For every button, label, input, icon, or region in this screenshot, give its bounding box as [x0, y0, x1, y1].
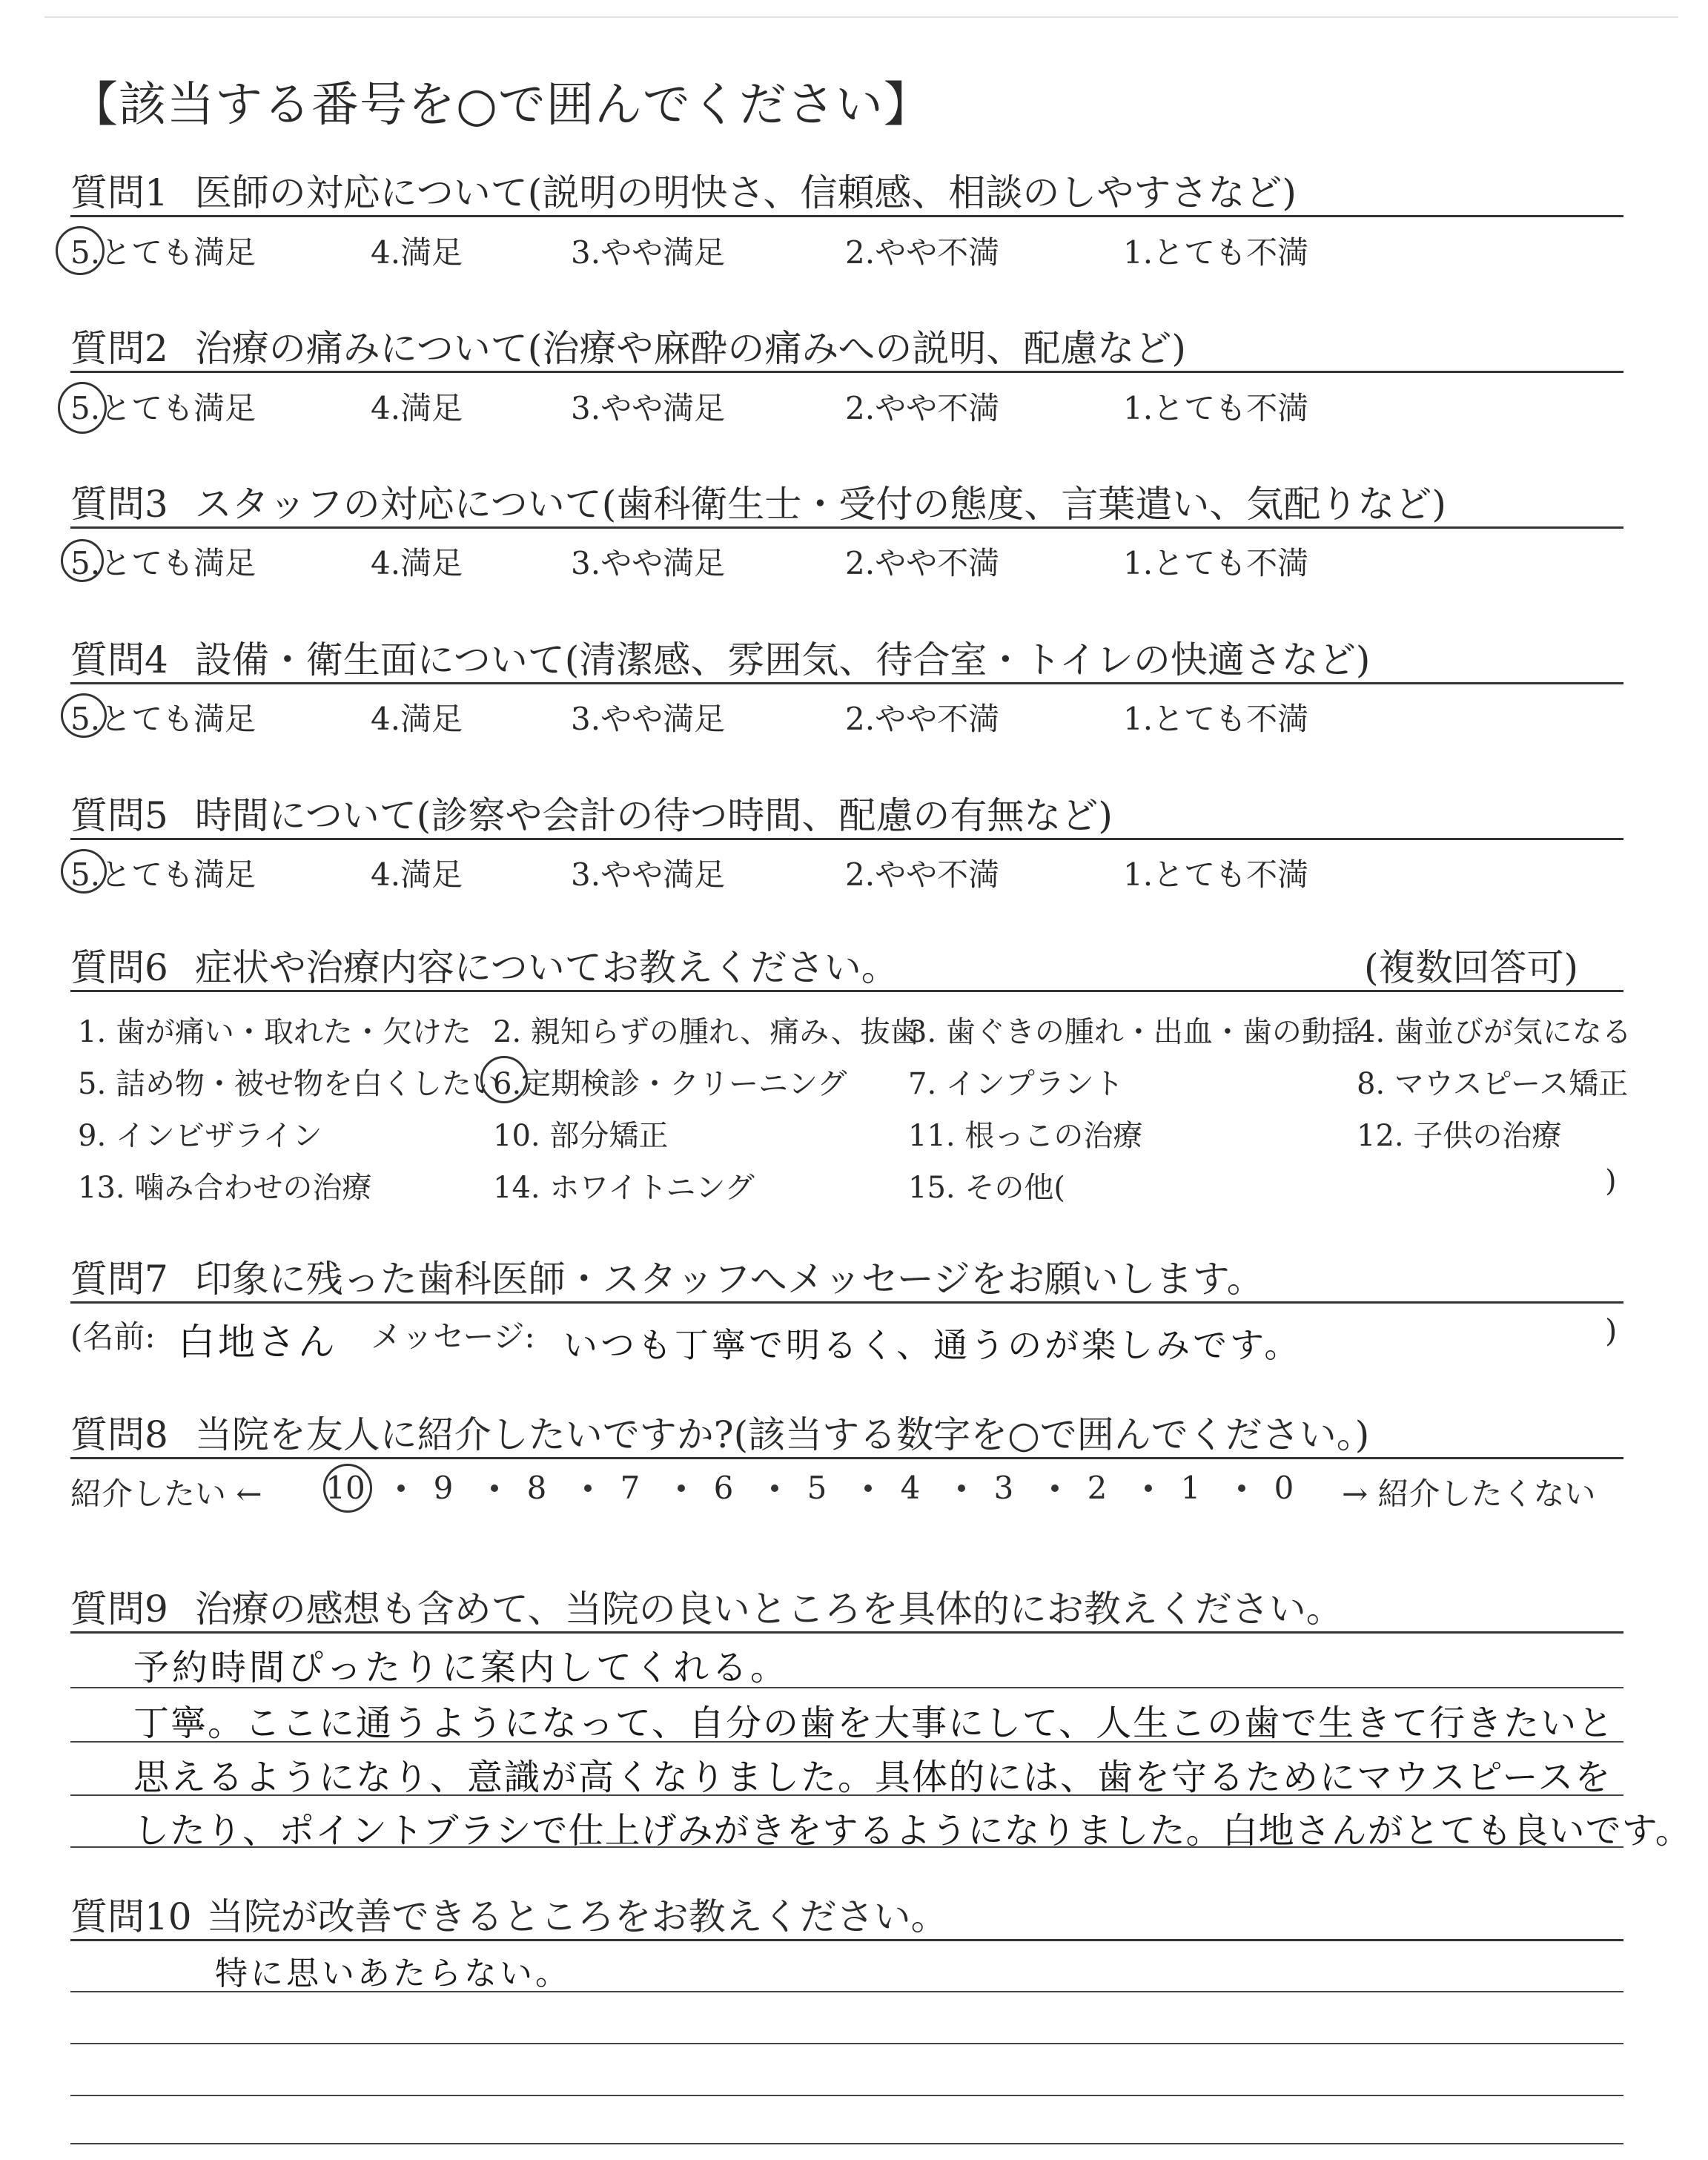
question-5-text: 時間について(診察や会計の待つ時間、配慮の有無など) — [194, 794, 1113, 837]
question-6-number: 質問6 — [70, 946, 168, 989]
question-5-rule — [70, 838, 1623, 840]
scale-dot — [958, 1484, 965, 1492]
question-6-option-13[interactable]: 13. 噛み合わせの治療 — [78, 1171, 372, 1205]
answer-rule — [70, 2095, 1623, 2096]
question-1-rule — [70, 215, 1623, 217]
question-4-option-2[interactable]: 2.やや不満 — [845, 701, 1000, 737]
scale-2[interactable]: 2 — [1087, 1470, 1108, 1506]
question-1-title — [70, 163, 1297, 217]
question-5-option-1[interactable]: 1.とても不満 — [1123, 856, 1309, 893]
question-4-option-1[interactable]: 1.とても不満 — [1123, 701, 1309, 737]
question-4-title — [70, 630, 1370, 684]
scale-dot — [1238, 1484, 1245, 1492]
question-2-option-1[interactable]: 1.とても不満 — [1123, 390, 1309, 426]
answer-rule — [70, 2143, 1623, 2144]
message-value[interactable]: いつも丁寧で明るく、通うのが楽しみです。 — [563, 1325, 1302, 1365]
scale-dot — [397, 1484, 405, 1492]
question-5-option-4[interactable]: 4.満足 — [371, 856, 463, 893]
answer-rule — [70, 1687, 1623, 1688]
question-6-rule — [70, 990, 1623, 992]
question-1-text: 医師の対応について(説明の明快さ、信頼感、相談のしやすさなど) — [194, 171, 1297, 214]
question-3-title — [70, 475, 1446, 528]
question-2-title — [70, 319, 1186, 372]
question-3-option-5[interactable]: 5.とても満足 — [70, 545, 256, 581]
question-2-text: 治療の痛みについて(治療や麻酔の痛みへの説明、配慮など) — [194, 327, 1186, 370]
question-6-option-9[interactable]: 9. インビザライン — [78, 1119, 322, 1153]
question-6-option-7[interactable]: 7. インプラント — [908, 1067, 1124, 1101]
question-7-number: 質問7 — [70, 1258, 168, 1301]
scale-7[interactable]: 7 — [620, 1470, 640, 1506]
scale-5[interactable]: 5 — [807, 1470, 827, 1506]
scale-4[interactable]: 4 — [900, 1470, 921, 1506]
scale-9[interactable]: 9 — [433, 1470, 454, 1506]
page-header: 【該当する番号を○で囲んでください】 — [70, 78, 932, 133]
scale-0[interactable]: 0 — [1274, 1470, 1294, 1506]
answer-line-1[interactable]: 予約時間ぴったりに案内してくれる。 — [133, 1647, 790, 1688]
message-label: メッセージ: — [371, 1318, 535, 1355]
question-3-option-2[interactable]: 2.やや不満 — [845, 545, 1000, 581]
answer-line-4[interactable]: したり、ポイントブラシで仕上げみがきをするようになりました。白地さんがとても良いです。 — [133, 1810, 1692, 1852]
scale-dot — [584, 1484, 592, 1492]
question-1-option-4[interactable]: 4.満足 — [371, 234, 463, 271]
scale-left-label: 紹介したい ← — [70, 1476, 262, 1512]
question-6-title — [70, 938, 898, 991]
question-1-option-1[interactable]: 1.とても不満 — [1123, 234, 1309, 271]
question-4-option-5[interactable]: 5.とても満足 — [70, 701, 256, 737]
question-2-option-4[interactable]: 4.満足 — [371, 390, 463, 426]
question-6-option-6[interactable]: 6.定期検診・クリーニング — [493, 1067, 847, 1101]
question-6-text: 症状や治療内容についてお教えください。 — [194, 946, 898, 989]
question-7-rule — [70, 1301, 1623, 1304]
question-4-option-4[interactable]: 4.満足 — [371, 701, 463, 737]
question-7-title — [70, 1249, 1264, 1303]
question-6-option-14[interactable]: 14. ホワイトニング — [493, 1171, 755, 1205]
scale-8[interactable]: 8 — [526, 1470, 547, 1506]
question-5-option-5[interactable]: 5.とても満足 — [70, 856, 256, 893]
question-5-option-2[interactable]: 2.やや不満 — [845, 856, 1000, 893]
question-3-number: 質問3 — [70, 483, 168, 526]
question-9-rule — [70, 1631, 1623, 1634]
question-2-option-2[interactable]: 2.やや不満 — [845, 390, 1000, 426]
question-6-note: (複数回答可) — [1364, 946, 1579, 989]
question-8-title — [70, 1405, 1369, 1459]
question-8-rule — [70, 1457, 1623, 1459]
question-9-title — [70, 1579, 1343, 1633]
question-8-number: 質問8 — [70, 1413, 168, 1456]
question-1-option-5[interactable]: 5.とても満足 — [70, 234, 256, 271]
question-6-option-8[interactable]: 8. マウスピース矯正 — [1357, 1067, 1629, 1101]
question-6-option-15-close: ) — [1605, 1164, 1617, 1198]
question-1-number: 質問1 — [70, 171, 168, 214]
question-1-option-2[interactable]: 2.やや不満 — [845, 234, 1000, 271]
scale-dot — [864, 1484, 872, 1492]
scale-1[interactable]: 1 — [1180, 1470, 1201, 1506]
improvement-answer[interactable]: 特に思いあたらない。 — [215, 1955, 571, 1992]
message-close: ) — [1605, 1312, 1618, 1349]
answer-rule — [70, 2043, 1623, 2044]
answer-rule — [70, 1846, 1623, 1848]
question-10-title — [70, 1887, 948, 1941]
question-6-option-10[interactable]: 10. 部分矯正 — [493, 1119, 669, 1153]
question-9-text: 治療の感想も含めて、当院の良いところを具体的にお教えください。 — [194, 1588, 1343, 1631]
question-6-option-4[interactable]: 4. 歯並びが気になる — [1357, 1015, 1632, 1049]
name-label: (名前: — [70, 1318, 156, 1355]
scale-dot — [491, 1484, 498, 1492]
scale-3[interactable]: 3 — [993, 1470, 1014, 1506]
question-2-rule — [70, 371, 1623, 373]
question-6-option-15[interactable]: 15. その他( — [908, 1171, 1065, 1205]
question-1-option-3[interactable]: 3.やや満足 — [571, 234, 726, 271]
question-3-option-3[interactable]: 3.やや満足 — [571, 545, 726, 581]
question-4-option-3[interactable]: 3.やや満足 — [571, 701, 726, 737]
question-5-option-3[interactable]: 3.やや満足 — [571, 856, 726, 893]
scale-right-label: → 紹介したくない — [1342, 1476, 1596, 1512]
question-2-option-5[interactable]: 5.とても満足 — [70, 390, 256, 426]
question-3-rule — [70, 526, 1623, 529]
question-10-number: 質問10 — [70, 1895, 192, 1938]
question-3-option-1[interactable]: 1.とても不満 — [1123, 545, 1309, 581]
question-10-text: 当院が改善できるところをお教えください。 — [206, 1895, 948, 1938]
question-9-number: 質問9 — [70, 1588, 168, 1631]
question-6-option-2[interactable]: 2. 親知らずの腫れ、痛み、抜歯 — [493, 1015, 920, 1049]
question-10-rule — [70, 1939, 1623, 1941]
question-6-option-12[interactable]: 12. 子供の治療 — [1357, 1119, 1562, 1153]
answer-rule — [70, 1794, 1623, 1796]
question-6-option-5[interactable]: 5. 詰め物・被せ物を白くしたい — [78, 1067, 501, 1101]
question-4-text: 設備・衛生面について(清潔感、雰囲気、待合室・トイレの快適さなど) — [194, 638, 1371, 681]
answer-line-2[interactable]: 丁寧。ここに通うようになって、自分の歯を大事にして、人生この歯で生きて行きたいと — [133, 1702, 1615, 1744]
scale-dot — [678, 1484, 685, 1492]
answer-rule — [70, 1741, 1623, 1743]
question-2-option-3[interactable]: 3.やや満足 — [571, 390, 726, 426]
question-6-option-11[interactable]: 11. 根っこの治療 — [908, 1119, 1143, 1153]
answer-rule — [70, 1991, 1623, 1992]
question-4-rule — [70, 682, 1623, 684]
name-value[interactable]: 白地さん — [178, 1321, 338, 1364]
question-6-option-3[interactable]: 3. 歯ぐきの腫れ・出血・歯の動揺 — [908, 1015, 1361, 1049]
scale-dot — [1051, 1484, 1059, 1492]
answer-line-3[interactable]: 思えるようになり、意識が高くなりました。具体的には、歯を守るためにマウスピースを — [133, 1757, 1612, 1798]
question-8-text: 当院を友人に紹介したいですか?(該当する数字を○で囲んでください。) — [194, 1413, 1370, 1456]
question-7-text: 印象に残った歯科医師・スタッフへメッセージをお願いします。 — [194, 1258, 1264, 1301]
question-3-option-4[interactable]: 4.満足 — [371, 545, 463, 581]
question-6-option-1[interactable]: 1. 歯が痛い・取れた・欠けた — [78, 1015, 471, 1049]
question-5-title — [70, 786, 1113, 839]
scale-10[interactable]: 10 — [325, 1470, 365, 1506]
question-3-text: スタッフの対応について(歯科衛生士・受付の態度、言葉遣い、気配りなど) — [194, 483, 1446, 526]
scale-dot — [1145, 1484, 1152, 1492]
scale-dot — [771, 1484, 778, 1492]
question-2-number: 質問2 — [70, 327, 168, 370]
question-4-number: 質問4 — [70, 638, 168, 681]
question-5-number: 質問5 — [70, 794, 168, 837]
scale-6[interactable]: 6 — [713, 1470, 734, 1506]
top-border — [44, 16, 1678, 18]
